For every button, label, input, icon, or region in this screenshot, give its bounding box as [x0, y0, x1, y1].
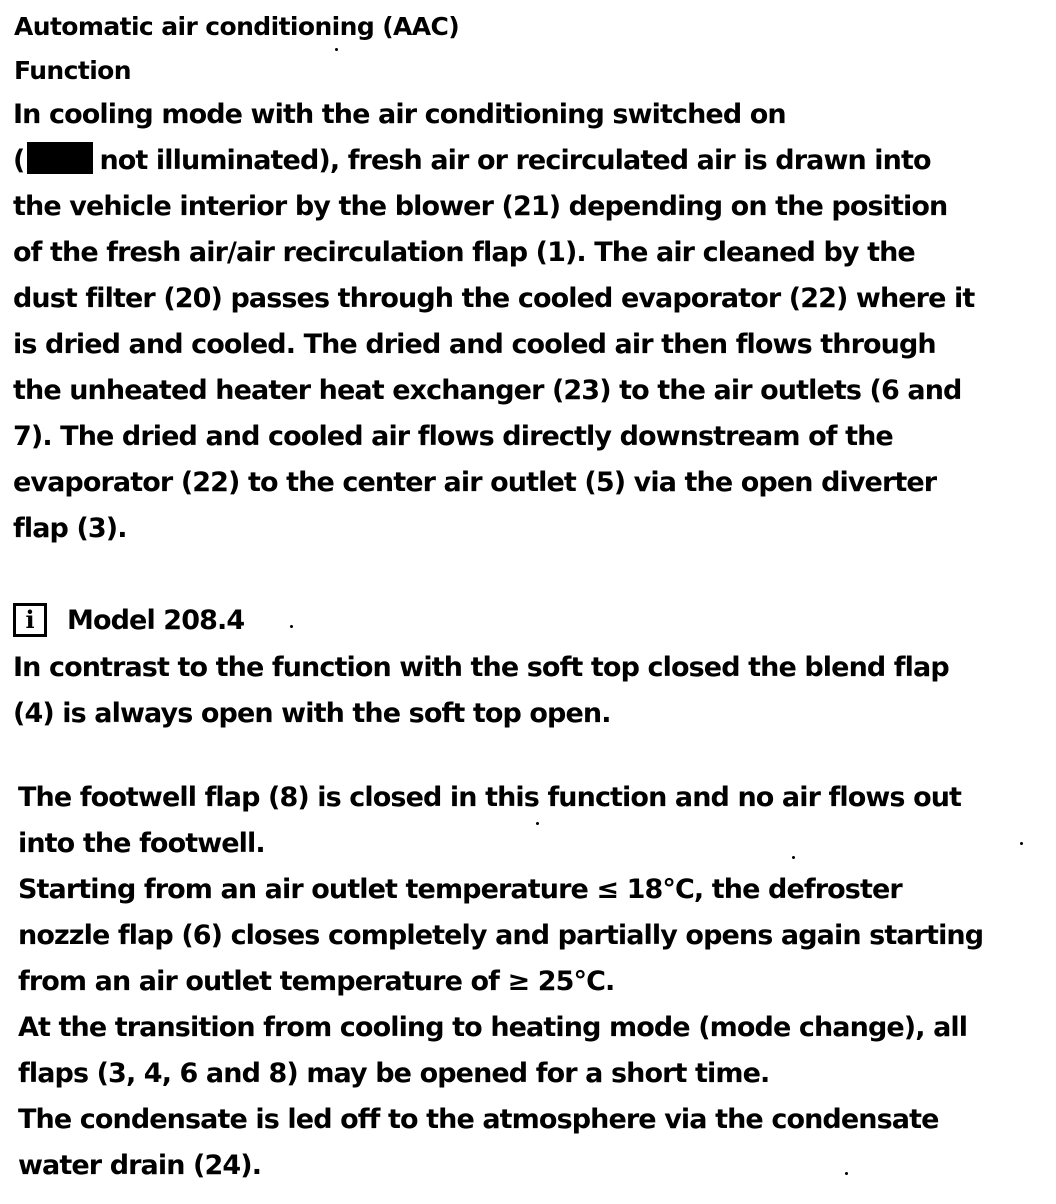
text-line: In contrast to the function with the soft top closed the blend flap [13, 652, 949, 683]
text-line: dust filter (20) passes through the cooled evaporator (22) where it [13, 283, 975, 314]
text-line: 7). The dried and cooled air flows directly downstream of the [13, 421, 893, 452]
text-line: flaps (3, 4, 6 and 8) may be opened for a short time. [18, 1058, 770, 1089]
ac-indicator-symbol [27, 142, 93, 174]
text-line [13, 138, 974, 184]
model-note-paragraph [13, 645, 949, 737]
text-line: evaporator (22) to the center air outlet (5) via the open diverter [13, 467, 937, 498]
scan-speck [1020, 842, 1023, 845]
text-line: In cooling mode with the air conditioning switched on [13, 99, 786, 130]
info-icon: i [13, 603, 47, 637]
scan-speck [335, 48, 338, 51]
scan-speck [792, 856, 795, 859]
function-paragraph [13, 92, 974, 552]
section-heading-function: Function [14, 56, 131, 85]
text-line: from an air outlet temperature of ≥ 25°C. [18, 966, 615, 997]
text-fragment: ( [13, 145, 25, 176]
text-line: The condensate is led off to the atmosphere via the condensate [18, 1104, 939, 1135]
text-line: the vehicle interior by the blower (21) depending on the position [13, 191, 948, 222]
footwell-paragraph [18, 775, 983, 1189]
document-title: Automatic air conditioning (AAC) [14, 12, 460, 41]
text-line: of the fresh air/air recirculation flap (1). The air cleaned by the [13, 237, 915, 268]
scan-speck [845, 1172, 848, 1175]
text-line: flap (3). [13, 513, 127, 544]
text-line: (4) is always open with the soft top open. [13, 698, 611, 729]
text-fragment: not illuminated), fresh air or recirculated air is drawn into [99, 145, 931, 176]
model-note-heading [13, 596, 244, 644]
text-line: The footwell flap (8) is closed in this function and no air flows out [18, 782, 962, 813]
text-line: water drain (24). [18, 1150, 262, 1181]
scan-speck [290, 625, 293, 628]
text-line: the unheated heater heat exchanger (23) to the air outlets (6 and [13, 375, 962, 406]
scan-speck [536, 822, 539, 825]
text-line: nozzle flap (6) closes completely and partially opens again starting [18, 920, 984, 951]
model-label: Model 208.4 [67, 604, 245, 636]
text-line: is dried and cooled. The dried and cooled air then flows through [13, 329, 936, 360]
text-line: At the transition from cooling to heating mode (mode change), all [18, 1012, 968, 1043]
text-line: into the footwell. [18, 828, 265, 859]
text-line: Starting from an air outlet temperature ≤ 18°C, the defroster [18, 874, 902, 905]
